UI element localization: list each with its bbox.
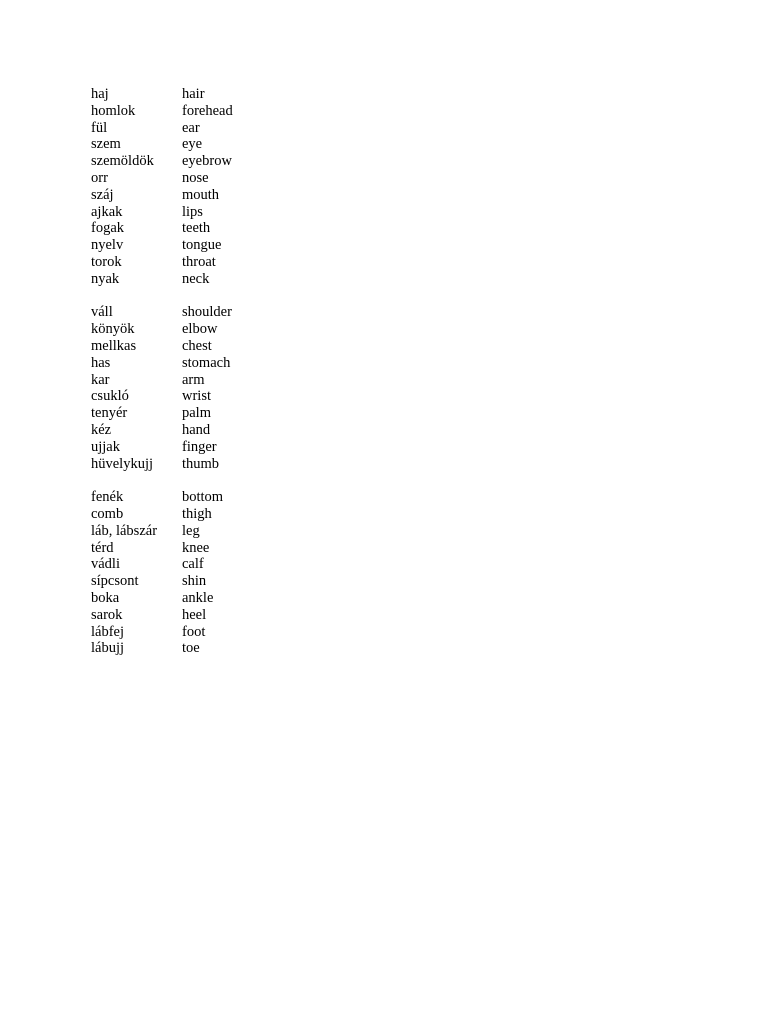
hungarian-term: lábujj: [91, 640, 125, 657]
vocabulary-row: [91, 456, 302, 473]
english-term: tongue: [182, 237, 222, 254]
vocabulary-row: [91, 86, 302, 103]
vocabulary-row: [91, 153, 302, 170]
english-term: lips: [182, 203, 203, 220]
hungarian-term: comb: [91, 505, 124, 522]
english-term: ankle: [182, 589, 214, 606]
english-term: toe: [182, 640, 200, 657]
vocabulary-row: [91, 254, 302, 271]
hungarian-term: lábfej: [91, 623, 125, 640]
hungarian-term: fogak: [91, 220, 125, 237]
hungarian-term: csukló: [91, 388, 129, 405]
hungarian-term: sípcsont: [91, 573, 139, 590]
vocabulary-row: [91, 204, 302, 221]
hungarian-term: boka: [91, 589, 120, 606]
hungarian-term: könyök: [91, 321, 135, 338]
hungarian-term: torok: [91, 253, 122, 270]
english-term: wrist: [182, 388, 211, 405]
vocabulary-row: [91, 304, 302, 321]
english-term: hand: [182, 421, 211, 438]
vocabulary-row: [91, 136, 302, 153]
hungarian-term: has: [91, 354, 111, 371]
english-term: finger: [182, 438, 217, 455]
english-term: throat: [182, 253, 216, 270]
hungarian-term: orr: [91, 169, 108, 186]
hungarian-term: szem: [91, 136, 121, 153]
hungarian-term: váll: [91, 304, 113, 321]
english-term: hair: [182, 86, 205, 102]
vocabulary-group: [91, 304, 302, 472]
vocabulary-row: [91, 237, 302, 254]
vocabulary-list: [91, 86, 302, 674]
hungarian-term: hüvelykujj: [91, 455, 154, 472]
english-term: foot: [182, 623, 206, 640]
vocabulary-row: [91, 187, 302, 204]
english-term: heel: [182, 606, 207, 623]
english-term: calf: [182, 556, 204, 573]
vocabulary-row: [91, 170, 302, 187]
english-term: eye: [182, 136, 203, 153]
english-term: stomach: [182, 354, 231, 371]
vocabulary-row: [91, 338, 302, 355]
english-term: chest: [182, 337, 212, 354]
english-term: palm: [182, 405, 211, 422]
english-term: arm: [182, 371, 205, 388]
vocabulary-row: [91, 405, 302, 422]
english-term: teeth: [182, 220, 211, 237]
hungarian-term: sarok: [91, 606, 123, 623]
hungarian-term: haj: [91, 86, 109, 102]
english-term: forehead: [182, 102, 233, 119]
vocabulary-row: [91, 355, 302, 372]
hungarian-term: tenyér: [91, 405, 128, 422]
vocabulary-row: [91, 220, 302, 237]
hungarian-term: fül: [91, 119, 108, 136]
hungarian-term: mellkas: [91, 337, 137, 354]
vocabulary-row: [91, 372, 302, 389]
hungarian-term: térd: [91, 539, 114, 556]
english-term: elbow: [182, 321, 218, 338]
hungarian-term: láb, lábszár: [91, 522, 158, 539]
vocabulary-group: [91, 489, 302, 657]
vocabulary-row: [91, 607, 302, 624]
vocabulary-group: [91, 86, 302, 288]
vocabulary-row: [91, 321, 302, 338]
vocabulary-row: [91, 422, 302, 439]
vocabulary-row: [91, 439, 302, 456]
vocabulary-row: [91, 573, 302, 590]
vocabulary-row: [91, 540, 302, 557]
hungarian-term: kéz: [91, 421, 112, 438]
hungarian-term: ujjak: [91, 438, 120, 455]
hungarian-term: nyak: [91, 270, 120, 287]
english-term: eyebrow: [182, 153, 232, 170]
vocabulary-row: [91, 640, 302, 657]
vocabulary-row: [91, 523, 302, 540]
vocabulary-row: [91, 506, 302, 523]
hungarian-term: nyelv: [91, 237, 124, 254]
hungarian-term: szemöldök: [91, 153, 154, 170]
hungarian-term: száj: [91, 186, 114, 203]
english-term: mouth: [182, 186, 220, 203]
english-term: bottom: [182, 489, 224, 506]
vocabulary-row: [91, 556, 302, 573]
vocabulary-row: [91, 624, 302, 641]
english-term: nose: [182, 169, 209, 186]
hungarian-term: ajkak: [91, 203, 123, 220]
vocabulary-row: [91, 271, 302, 288]
vocabulary-row: [91, 590, 302, 607]
english-term: ear: [182, 119, 200, 136]
english-term: shin: [182, 573, 207, 590]
english-term: neck: [182, 270, 210, 287]
english-term: thumb: [182, 455, 220, 472]
vocabulary-row: [91, 120, 302, 137]
english-term: knee: [182, 539, 210, 556]
english-term: leg: [182, 522, 200, 539]
vocabulary-row: [91, 489, 302, 506]
hungarian-term: vádli: [91, 556, 120, 573]
hungarian-term: kar: [91, 371, 110, 388]
english-term: thigh: [182, 505, 212, 522]
hungarian-term: homlok: [91, 102, 136, 119]
vocabulary-row: [91, 103, 302, 120]
hungarian-term: fenék: [91, 489, 124, 506]
english-term: shoulder: [182, 304, 232, 321]
vocabulary-row: [91, 388, 302, 405]
